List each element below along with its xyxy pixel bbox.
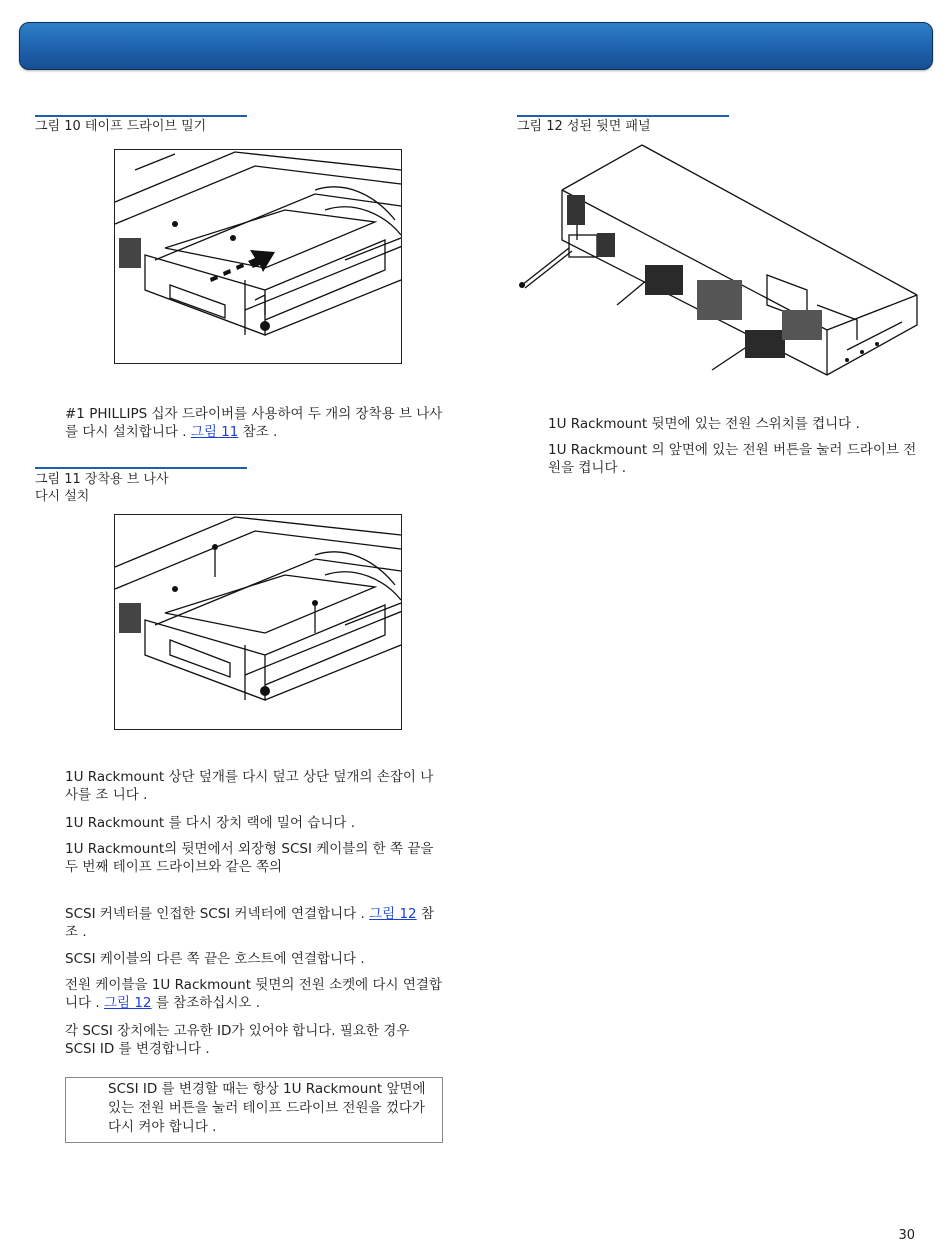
- figure-10-caption: 그림 10 테이프 드라이브 밀기: [35, 119, 207, 134]
- instruction-power-cable: [65, 976, 443, 1012]
- instruction-connect-host: SCSI 케이블의 다른 쪽 끝은 호스트에 연결합니다 .: [65, 951, 365, 967]
- figure-11-caption: [35, 471, 169, 505]
- instruction-text: 참조 .: [65, 906, 434, 940]
- note-box: [65, 1077, 443, 1143]
- instruction-scsi-connector: [65, 905, 443, 941]
- instruction-text: SCSI 커넥터를 인접한 SCSI 커넥터에 연결합니다 .: [65, 906, 370, 922]
- figure-12-link[interactable]: 그림 12: [369, 906, 417, 922]
- instruction-slide-into-rack: 1U Rackmount 를 다시 장치 랙에 밀어 습니다 .: [65, 815, 355, 831]
- caption-rule: [517, 115, 729, 117]
- caption-line: 그림 11 장착용 브 나사: [35, 472, 169, 487]
- page-number: 30: [898, 1228, 915, 1243]
- instruction-replace-cover: 1U Rackmount 상단 덮개를 다시 덮고 상단 덮개의 손잡이 나사를 조 니다 .: [65, 769, 434, 803]
- instruction-text: 를 참조하십시오 .: [151, 995, 260, 1011]
- instruction-text: 참조 .: [238, 424, 278, 440]
- instruction-connect-scsi-cable: 1U Rackmount의 뒷면에서 외장형 SCSI 케이블의 한 쪽 끝을 두 번째 테이프 드라이브와 같은 쪽의: [65, 841, 434, 875]
- figure-12-image: [517, 140, 927, 380]
- figure-10-image: [114, 149, 402, 364]
- figure-11-image: [114, 514, 402, 730]
- instruction-reinstall-screws: [65, 405, 443, 441]
- caption-rule: [35, 115, 247, 117]
- note-text: SCSI ID 를 변경할 때는 항상 1U Rackmount 앞면에 있는 전원 버튼을 눌러 테이프 드라이브 전원을 껐다가 다시 켜야 합니다 .: [108, 1081, 426, 1135]
- instruction-power-button: 1U Rackmount 의 앞면에 있는 전원 버튼을 눌러 드라이브 전원을 켭니다 .: [548, 442, 917, 476]
- instruction-power-switch: 1U Rackmount 뒷면에 있는 전원 스위치를 켭니다 .: [548, 416, 860, 432]
- caption-line: 다시 설치: [35, 489, 90, 504]
- instruction-text: 전원 케이블을 1U Rackmount 뒷면의 전원 소켓에 다시 연결합니다 .: [65, 977, 442, 1011]
- instruction-scsi-id: 각 SCSI 장치에는 고유한 ID가 있어야 합니다. 필요한 경우 SCSI ID 를 변경합니다 .: [65, 1023, 410, 1057]
- figure-12-caption: 그림 12 성된 뒷면 패널: [517, 119, 651, 134]
- figure-11-link[interactable]: 그림 11: [190, 424, 239, 440]
- header-banner: [19, 22, 933, 70]
- caption-rule: [35, 467, 247, 469]
- instruction-text: #1 PHILLIPS 십자 드라이버를 사용하여 두 개의 장착용 브 나사를 다시 설치합니다 .: [65, 406, 443, 440]
- figure-12-link[interactable]: 그림 12: [103, 995, 152, 1011]
